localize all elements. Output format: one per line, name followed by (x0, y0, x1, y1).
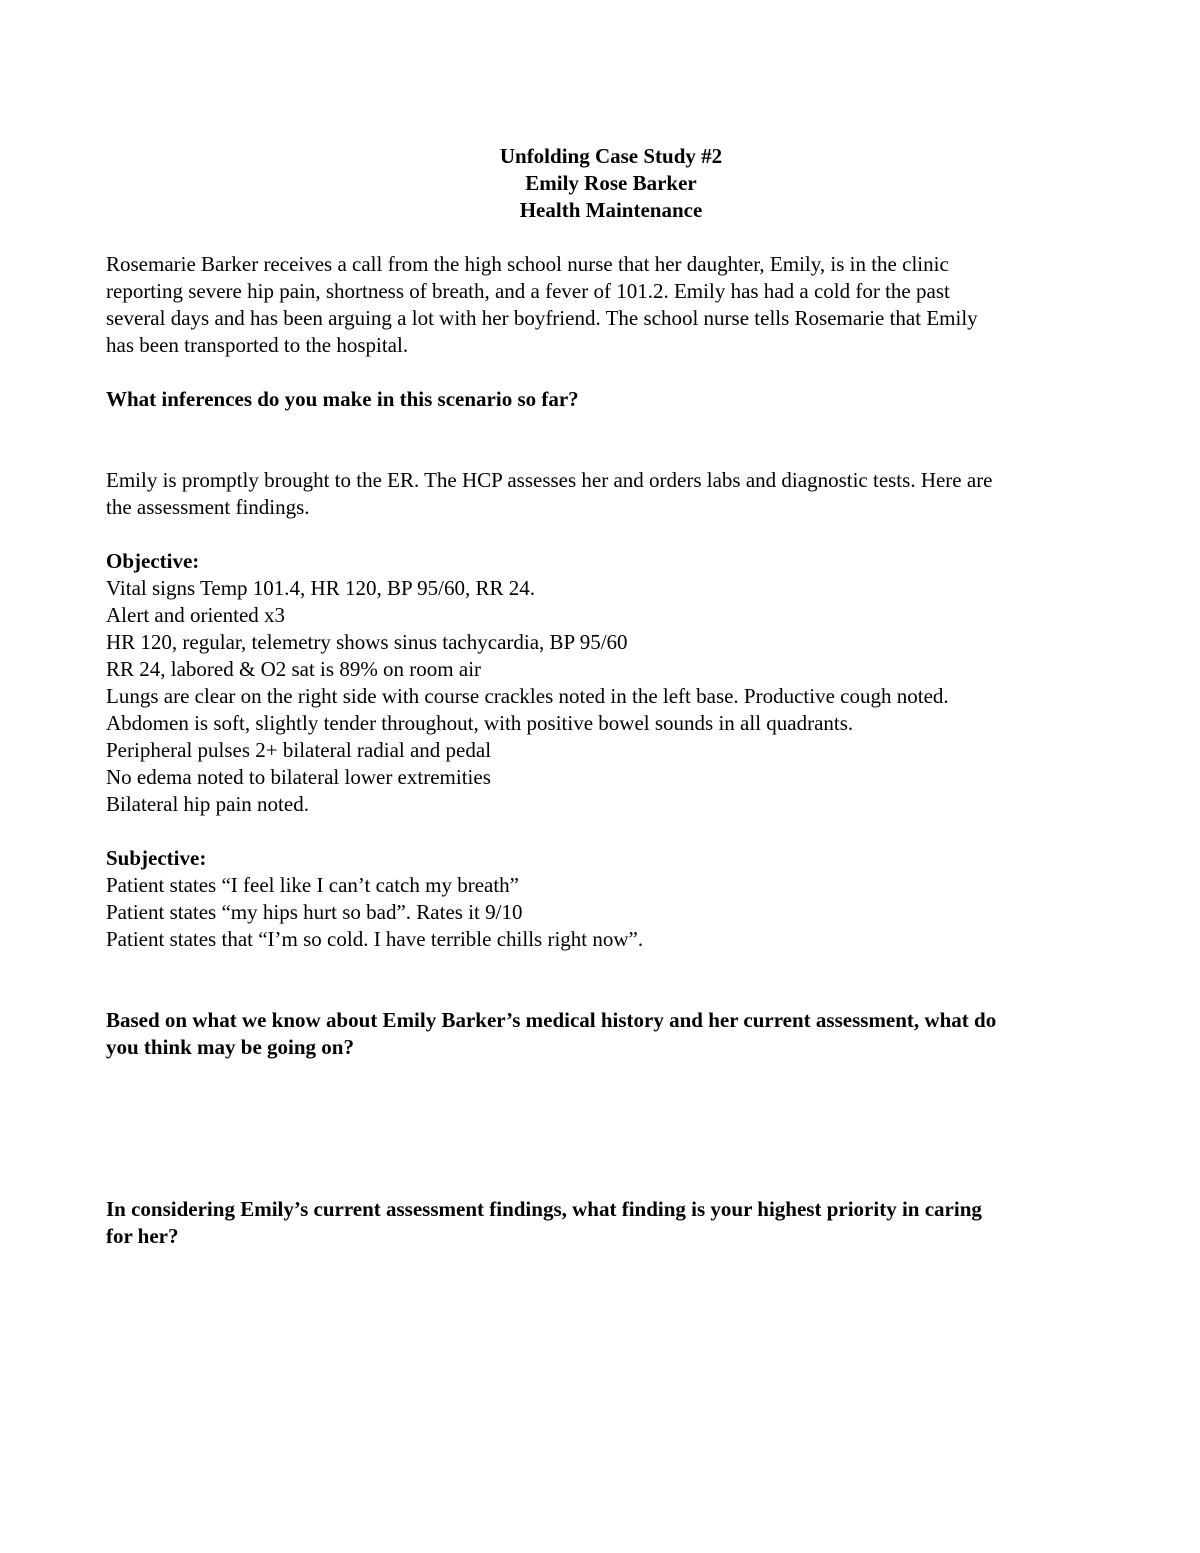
objective-item: Vital signs Temp 101.4, HR 120, BP 95/60, RR 24. (106, 576, 535, 600)
spacer (106, 224, 1116, 251)
question-line: for her? (106, 1224, 179, 1248)
objective-heading: Objective: (106, 549, 200, 573)
objective-section (106, 548, 1116, 818)
objective-item: Lungs are clear on the right side with course crackles noted in the left base. Productive cough noted. (106, 684, 949, 708)
question-line: In considering Emily’s current assessment findings, what finding is your highest priority in caring (106, 1197, 982, 1221)
objective-item: Bilateral hip pain noted. (106, 792, 309, 816)
subjective-item: Patient states “my hips hurt so bad”. Rates it 9/10 (106, 900, 523, 924)
question-inferences: What inferences do you make in this scenario so far? (106, 387, 579, 411)
title-block (106, 143, 1116, 224)
question-line: you think may be going on? (106, 1035, 354, 1059)
document-topic: Health Maintenance (519, 198, 703, 222)
patient-name: Emily Rose Barker (525, 171, 697, 195)
question-line: Based on what we know about Emily Barker’s medical history and her current assessment, what do (106, 1008, 997, 1032)
intro-line: several days and has been arguing a lot with her boyfriend. The school nurse tells Rosemarie that Emily (106, 306, 978, 330)
subjective-item: Patient states “I feel like I can’t catch my breath” (106, 873, 520, 897)
spacer (106, 818, 1116, 845)
spacer (106, 953, 1116, 1007)
er-line: Emily is promptly brought to the ER. The HCP assesses her and orders labs and diagnostic tests. Here are (106, 468, 993, 492)
question-diagnosis (106, 1007, 1116, 1061)
document-body (106, 143, 1116, 1250)
document-title: Unfolding Case Study #2 (499, 144, 723, 168)
intro-line: reporting severe hip pain, shortness of breath, and a fever of 101.2. Emily has had a cold for the past (106, 279, 950, 303)
intro-line: has been transported to the hospital. (106, 333, 409, 357)
objective-item: Abdomen is soft, slightly tender throughout, with positive bowel sounds in all quadrants. (106, 711, 854, 735)
question-priority (106, 1196, 1116, 1250)
objective-item: No edema noted to bilateral lower extremities (106, 765, 491, 789)
intro-line: Rosemarie Barker receives a call from the high school nurse that her daughter, Emily, is in the clinic (106, 252, 949, 276)
objective-item: HR 120, regular, telemetry shows sinus tachycardia, BP 95/60 (106, 630, 628, 654)
spacer (106, 359, 1116, 386)
er-line: the assessment findings. (106, 495, 310, 519)
subjective-heading: Subjective: (106, 846, 207, 870)
objective-item: Peripheral pulses 2+ bilateral radial and pedal (106, 738, 492, 762)
intro-paragraph (106, 251, 1116, 359)
er-paragraph (106, 467, 1116, 521)
answer-space (106, 1061, 1116, 1196)
spacer (106, 521, 1116, 548)
spacer (106, 413, 1116, 467)
objective-item: RR 24, labored & O2 sat is 89% on room air (106, 657, 482, 681)
subjective-section (106, 845, 1116, 953)
objective-item: Alert and oriented x3 (106, 603, 286, 627)
subjective-item: Patient states that “I’m so cold. I have terrible chills right now”. (106, 927, 644, 951)
